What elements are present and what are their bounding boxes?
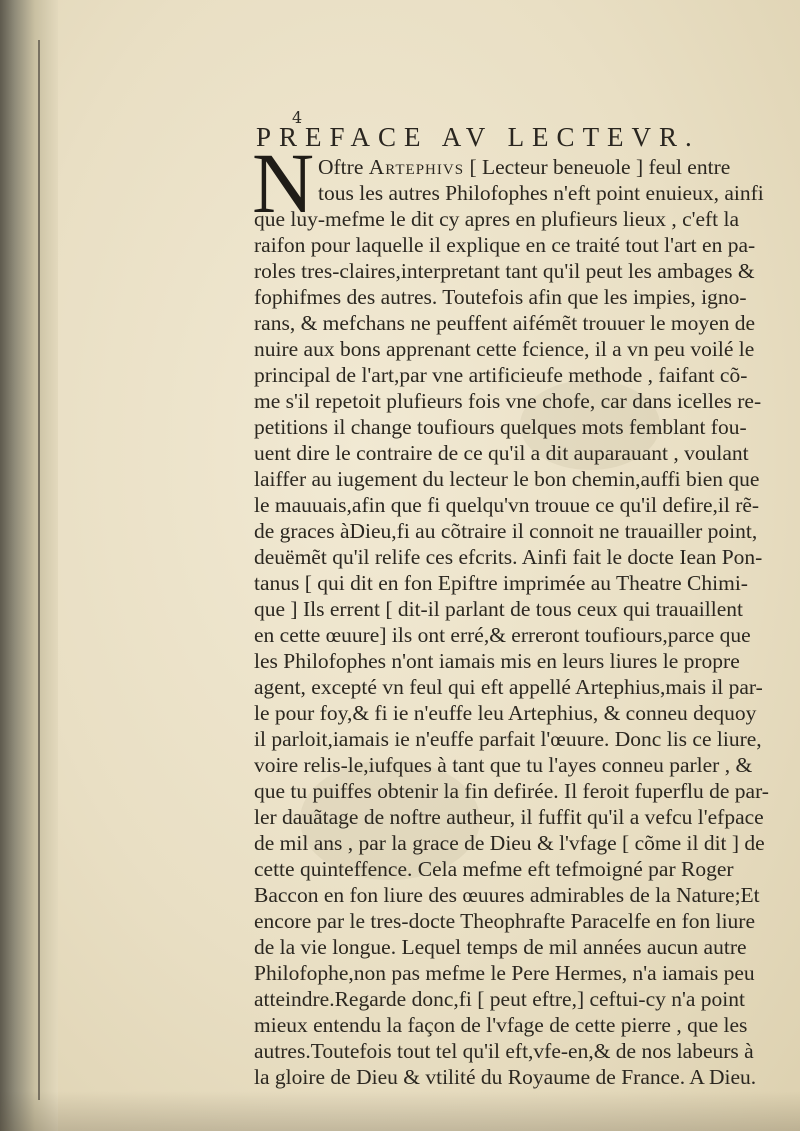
text-line: uent dire le contraire de ce qu'il a dit auparauant , voulant xyxy=(254,441,749,465)
text-line: nuire aux bons apprenant cette fcience, il a vn peu voilé le xyxy=(254,337,755,361)
text-line: petitions il change toufiours quelques mots femblant fou- xyxy=(254,415,747,439)
text-line: tanus [ qui dit en fon Epiftre imprimée au Theatre Chimi- xyxy=(254,571,748,595)
text-line: le mauuais,afin que fi quelqu'vn trouue ce qu'il defire,il rẽ- xyxy=(254,493,760,517)
page-bottom-shade xyxy=(0,1091,800,1131)
line-tail: [ Lecteur beneuole ] feul entre xyxy=(469,155,731,179)
text-line xyxy=(318,154,774,180)
text-line: le pour foy,& fi ie n'euffe leu Artephius, & conneu dequoy xyxy=(254,701,757,725)
text-line: les Philofophes n'ont iamais mis en leurs liures le propre xyxy=(254,649,740,673)
page-number: 4 xyxy=(292,108,303,127)
text-line: que tu puiffes obtenir la fin defirée. Il feroit fuperflu de par- xyxy=(254,779,769,803)
text-line: la gloire de Dieu & vtilité du Royaume de France. A Dieu. xyxy=(254,1065,757,1089)
text-line: tous les autres Philofophes n'eft point enuieux, ainfi xyxy=(318,181,764,205)
text-line: voire relis-le,iufques à tant que tu l'ayes conneu parler , & xyxy=(254,753,753,777)
text-line: de la vie longue. Lequel temps de mil années aucun autre xyxy=(254,935,747,959)
text-line: me s'il repetoit plufieurs fois vne chofe, car dans icelles re- xyxy=(254,389,762,413)
author-name: Artephivs xyxy=(368,155,465,179)
line-word: Oftre xyxy=(318,155,364,179)
text-line: laiffer au iugement du lecteur le bon chemin,auffi bien que xyxy=(254,467,760,491)
text-line: autres.Toutefois tout tel qu'il eft,vfe-en,& de nos labeurs à xyxy=(254,1039,754,1063)
binding-edge xyxy=(38,40,40,1100)
text-line: fophifmes des autres. Toutefois afin que les impies, igno- xyxy=(254,285,747,309)
text-line: il parloit,iamais ie n'euffe parfait l'œuure. Donc lis ce liure, xyxy=(254,727,762,751)
text-line: cette quinteffence. Cela mefme eft tefmoigné par Roger xyxy=(254,857,734,881)
text-line: roles tres-claires,interpretant tant qu'il peut les ambages & xyxy=(254,259,755,283)
text-line: Philofophe,non pas mefme le Pere Hermes, n'a iamais peu xyxy=(254,961,755,985)
text-line: agent, excepté vn feul qui eft appellé Artephius,mais il par- xyxy=(254,675,763,699)
drop-cap: N xyxy=(252,135,315,231)
text-line: mieux entendu la façon de l'vfage de cette pierre , que les xyxy=(254,1013,748,1037)
text-line: Baccon en fon liure des œuures admirables de la Nature;Et xyxy=(254,883,760,907)
page-heading: PREFACE AV LECTEVR. xyxy=(256,122,700,152)
text-line: ler dauãtage de noftre autheur, il fuffit qu'il a vefcu l'efpace xyxy=(254,805,764,829)
text-line: en cette œuure] ils ont erré,& erreront toufiours,parce que xyxy=(254,623,751,647)
text-line: de graces àDieu,fi au cõtraire il connoit ne trauailler point, xyxy=(254,519,758,543)
text-line: rans, & mefchans ne peuffent aifémẽt trouuer le moyen de xyxy=(254,311,756,335)
text-line: de mil ans , par la grace de Dieu & l'vfage [ cõme il dit ] de xyxy=(254,831,765,855)
page-gutter xyxy=(0,0,58,1131)
text-line: atteindre.Regarde donc,fi [ peut eftre,] ceftui-cy n'a point xyxy=(254,987,745,1011)
text-line: que luy-mefme le dit cy apres en plufieurs lieux , c'eft la xyxy=(254,207,740,231)
text-line: encore par le tres-docte Theophrafte Paracelfe en fon liure xyxy=(254,909,755,933)
text-line: que ] Ils errent [ dit-il parlant de tous ceux qui trauaillent xyxy=(254,597,743,621)
text-line: deuëmẽt qu'il relife ces efcrits. Ainfi fait le docte Iean Pon- xyxy=(254,545,763,569)
text-line: raifon pour laquelle il explique en ce traité tout l'art en pa- xyxy=(254,233,756,257)
text-line: principal de l'art,par vne artificieufe methode , faifant cõ- xyxy=(254,363,748,387)
